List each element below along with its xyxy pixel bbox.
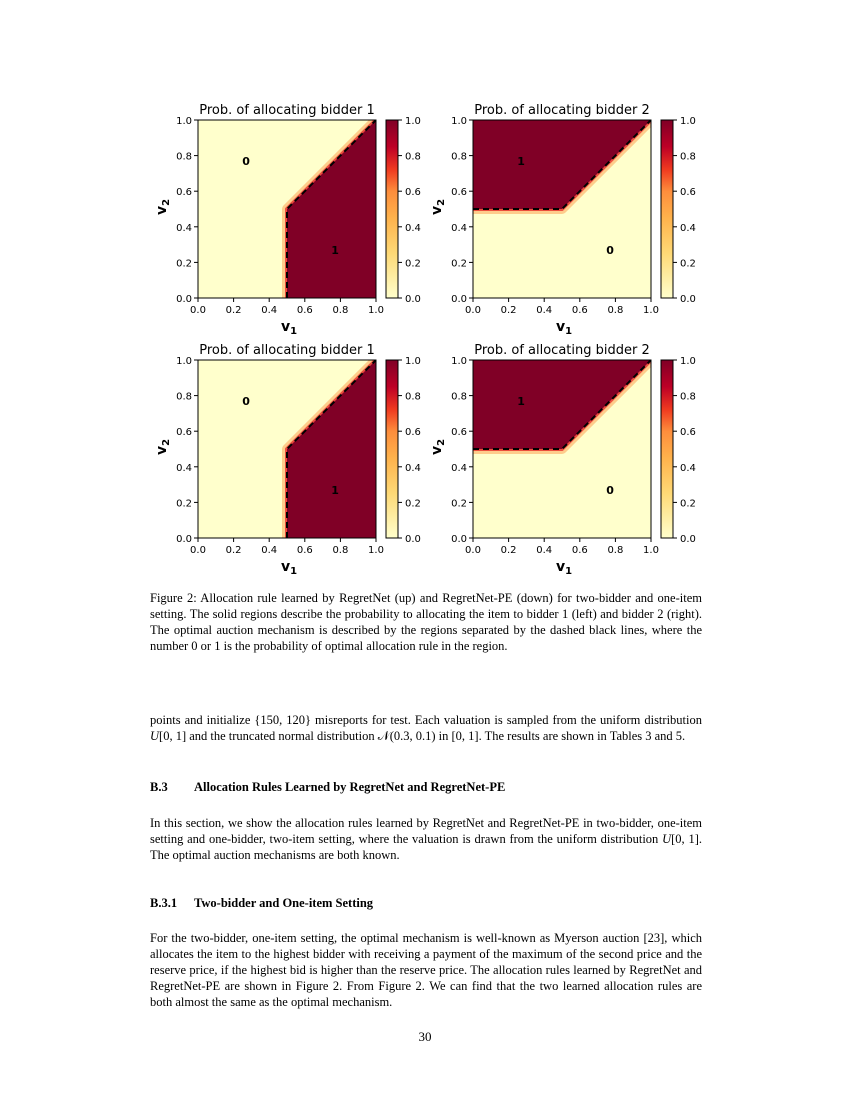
x-tick-label: 0.0 — [190, 305, 206, 316]
y-tick-label: 0.6 — [451, 187, 467, 199]
region-label-upper: 1 — [517, 394, 525, 408]
colorbar-tick-label: 0.2 — [680, 498, 696, 510]
mask-left — [186, 348, 198, 550]
x-tick-label: 0.0 — [465, 545, 481, 556]
colorbar-tick-label: 1.0 — [405, 116, 421, 127]
y-axis-label — [154, 199, 172, 215]
colorbar-tick-label: 0.4 — [680, 462, 696, 474]
heatmap-panel-3 — [154, 343, 421, 577]
y-axis-label — [429, 199, 447, 215]
y-tick-label: 0.0 — [451, 294, 467, 305]
colorbar-tick-label: 0.2 — [680, 258, 696, 270]
section-title: Allocation Rules Learned by RegretNet and RegretNet-PE — [194, 780, 506, 794]
y-tick-label: 0.8 — [176, 151, 192, 163]
mask-bottom — [186, 538, 388, 550]
x-axis-label-sub: 1 — [290, 566, 298, 577]
mask-left — [461, 108, 473, 310]
mask-right — [376, 348, 384, 550]
y-tick-label: 1.0 — [176, 116, 192, 127]
y-tick-label: 0.6 — [176, 187, 192, 199]
x-tick-label: 1.0 — [368, 545, 384, 556]
colorbar — [386, 120, 398, 298]
paragraph-misreports-text: points and initialize {150, 120} misreports for test. Each valuation is sampled from the uniform distribution U[0, 1] and the truncated normal distribution 𝒩(0.3, 0.1) in [0, 1]. The results are shown in Tables 3 and 5. — [150, 713, 702, 743]
x-axis-label-base: v — [556, 319, 566, 335]
heatmap-panel-2 — [429, 103, 696, 337]
colorbar-tick-label: 0.6 — [405, 187, 421, 199]
colorbar-tick-label: 1.0 — [680, 116, 696, 127]
mask-bottom — [186, 298, 388, 310]
colorbar-tick-label: 0.2 — [405, 258, 421, 270]
y-axis-label-group — [429, 199, 447, 215]
section-heading-b3 — [150, 780, 505, 795]
x-tick-label: 0.6 — [571, 305, 588, 316]
y-axis-label-sub: 2 — [161, 438, 172, 446]
x-tick-label: 0.2 — [225, 305, 242, 316]
y-axis-label-base: v — [429, 205, 445, 215]
region-label-upper: 0 — [242, 154, 250, 168]
colorbar-tick-label: 0.4 — [680, 222, 696, 234]
y-tick-label: 0.4 — [451, 222, 467, 234]
x-axis-label — [556, 319, 572, 337]
y-tick-label: 0.0 — [176, 534, 192, 545]
x-tick-label: 1.0 — [643, 305, 659, 316]
section-heading-b31 — [150, 896, 373, 911]
colorbar — [661, 120, 673, 298]
x-tick-label: 1.0 — [368, 305, 384, 316]
colorbar — [661, 360, 673, 538]
colorbar-tick-label: 0.8 — [405, 151, 421, 163]
mask-right — [376, 108, 384, 310]
section-number: B.3 — [150, 780, 168, 794]
x-tick-label: 0.2 — [500, 545, 517, 556]
mask-left — [461, 348, 473, 550]
y-axis-label-base: v — [154, 445, 170, 455]
x-tick-label: 0.4 — [536, 545, 553, 556]
x-tick-label: 0.4 — [261, 545, 278, 556]
colorbar-tick-label: 0.6 — [680, 427, 696, 439]
mask-bottom — [461, 298, 663, 310]
x-axis-label-base: v — [281, 319, 291, 335]
x-tick-label: 0.2 — [225, 545, 242, 556]
colorbar-tick-label: 0.4 — [405, 462, 421, 474]
x-tick-label: 0.8 — [332, 545, 349, 556]
region-label-upper: 0 — [242, 394, 250, 408]
paragraph-section-intro: In this section, we show the allocation rules learned by RegretNet and RegretNet-PE in two-bidder, one-item setting and one-bidder, two-item setting, where the valuation is drawn from the uniform distribution U[0, 1]. The optimal auction mechanisms are both known. — [150, 816, 702, 862]
subsection-title: Two-bidder and One-item Setting — [194, 896, 374, 910]
y-tick-label: 0.2 — [451, 498, 467, 510]
colorbar-tick-label: 0.4 — [405, 222, 421, 234]
x-axis-label-sub: 1 — [290, 326, 298, 337]
y-axis-label-sub: 2 — [161, 198, 172, 206]
y-tick-label: 0.2 — [176, 258, 192, 270]
x-tick-label: 0.8 — [332, 305, 349, 316]
y-axis-label-base: v — [154, 205, 170, 215]
y-tick-label: 0.8 — [451, 151, 467, 163]
y-tick-label: 1.0 — [451, 116, 467, 127]
colorbar-tick-label: 0.0 — [405, 534, 421, 545]
y-axis-label-group — [429, 439, 447, 455]
subsection-number: B.3.1 — [150, 896, 178, 910]
x-axis-label-base: v — [281, 559, 291, 575]
colorbar-tick-label: 0.0 — [680, 294, 696, 305]
panel-title: Prob. of allocating bidder 1 — [199, 103, 375, 118]
y-axis-label — [154, 439, 172, 455]
region-label-lower: 1 — [331, 483, 339, 497]
x-tick-label: 0.0 — [465, 305, 481, 316]
x-axis-label-base: v — [556, 559, 566, 575]
mask-left — [186, 108, 198, 310]
x-tick-label: 0.4 — [536, 305, 553, 316]
colorbar-tick-label: 1.0 — [680, 356, 696, 367]
colorbar-tick-label: 0.0 — [680, 534, 696, 545]
y-axis-label-sub: 2 — [436, 198, 447, 206]
y-tick-label: 0.0 — [451, 534, 467, 545]
x-tick-label: 0.2 — [500, 305, 517, 316]
y-axis-label-group — [154, 199, 172, 215]
heatmap-panel-1 — [154, 103, 421, 337]
y-tick-label: 0.6 — [451, 427, 467, 439]
mask-right — [651, 108, 659, 310]
figure-caption: Figure 2: Allocation rule learned by RegretNet (up) and RegretNet-PE (down) for two-bidder and one-item setting. The solid regions describe the probability to allocating the item to bidder 1 (left) and bidder 2 (right). The optimal auction mechanism is described by the regions separated by the dashed black lines, where the number 0 or 1 is the probability of optimal allocation rule in the region. — [150, 591, 702, 653]
panel-title: Prob. of allocating bidder 2 — [474, 343, 650, 358]
colorbar-tick-label: 0.8 — [680, 151, 696, 163]
heatmap-panel-4 — [429, 343, 696, 577]
y-axis-label-group — [154, 439, 172, 455]
y-tick-label: 1.0 — [176, 356, 192, 367]
colorbar-tick-label: 0.6 — [405, 427, 421, 439]
y-tick-label: 0.4 — [176, 222, 192, 234]
x-axis-label — [556, 559, 572, 577]
y-tick-label: 0.8 — [451, 391, 467, 403]
region-label-lower: 0 — [606, 483, 614, 497]
paragraph-misreports — [150, 712, 702, 744]
colorbar — [386, 360, 398, 538]
y-tick-label: 0.2 — [176, 498, 192, 510]
x-tick-label: 0.8 — [607, 305, 624, 316]
y-tick-label: 0.4 — [176, 462, 192, 474]
paragraph-myerson: For the two-bidder, one-item setting, the optimal mechanism is well-known as Myerson auction [23], which allocates the item to the highest bidder with receiving a payment of the maximum of the second price and the reserve price, if the highest bid is higher than the reserve price. The allocation rules learned by RegretNet and RegretNet-PE are shown in Figure 2. From Figure 2. We can find that the two learned allocation rules are both almost the same as the optimal mechanism. — [150, 931, 702, 1009]
x-tick-label: 0.4 — [261, 305, 278, 316]
colorbar-tick-label: 0.6 — [680, 187, 696, 199]
y-tick-label: 0.0 — [176, 294, 192, 305]
x-tick-label: 0.8 — [607, 545, 624, 556]
colorbar-tick-label: 0.0 — [405, 294, 421, 305]
x-tick-label: 0.6 — [296, 305, 313, 316]
x-axis-label-sub: 1 — [565, 326, 573, 337]
region-label-lower: 1 — [331, 243, 339, 257]
y-tick-label: 0.6 — [176, 427, 192, 439]
y-axis-label-sub: 2 — [436, 438, 447, 446]
panel-title: Prob. of allocating bidder 1 — [199, 343, 375, 358]
colorbar-tick-label: 0.8 — [405, 391, 421, 403]
x-tick-label: 1.0 — [643, 545, 659, 556]
panel-title: Prob. of allocating bidder 2 — [474, 103, 650, 118]
y-axis-label — [429, 439, 447, 455]
x-tick-label: 0.6 — [296, 545, 313, 556]
y-tick-label: 1.0 — [451, 356, 467, 367]
x-tick-label: 0.0 — [190, 545, 206, 556]
y-tick-label: 0.4 — [451, 462, 467, 474]
mask-bottom — [461, 538, 663, 550]
colorbar-tick-label: 0.8 — [680, 391, 696, 403]
x-axis-label — [281, 319, 297, 337]
page-number: 30 — [418, 1029, 432, 1044]
y-axis-label-base: v — [429, 445, 445, 455]
region-label-upper: 1 — [517, 154, 525, 168]
y-tick-label: 0.2 — [451, 258, 467, 270]
region-label-lower: 0 — [606, 243, 614, 257]
x-axis-label — [281, 559, 297, 577]
y-tick-label: 0.8 — [176, 391, 192, 403]
colorbar-tick-label: 1.0 — [405, 356, 421, 367]
mask-right — [651, 348, 659, 550]
colorbar-tick-label: 0.2 — [405, 498, 421, 510]
x-tick-label: 0.6 — [571, 545, 588, 556]
x-axis-label-sub: 1 — [565, 566, 573, 577]
